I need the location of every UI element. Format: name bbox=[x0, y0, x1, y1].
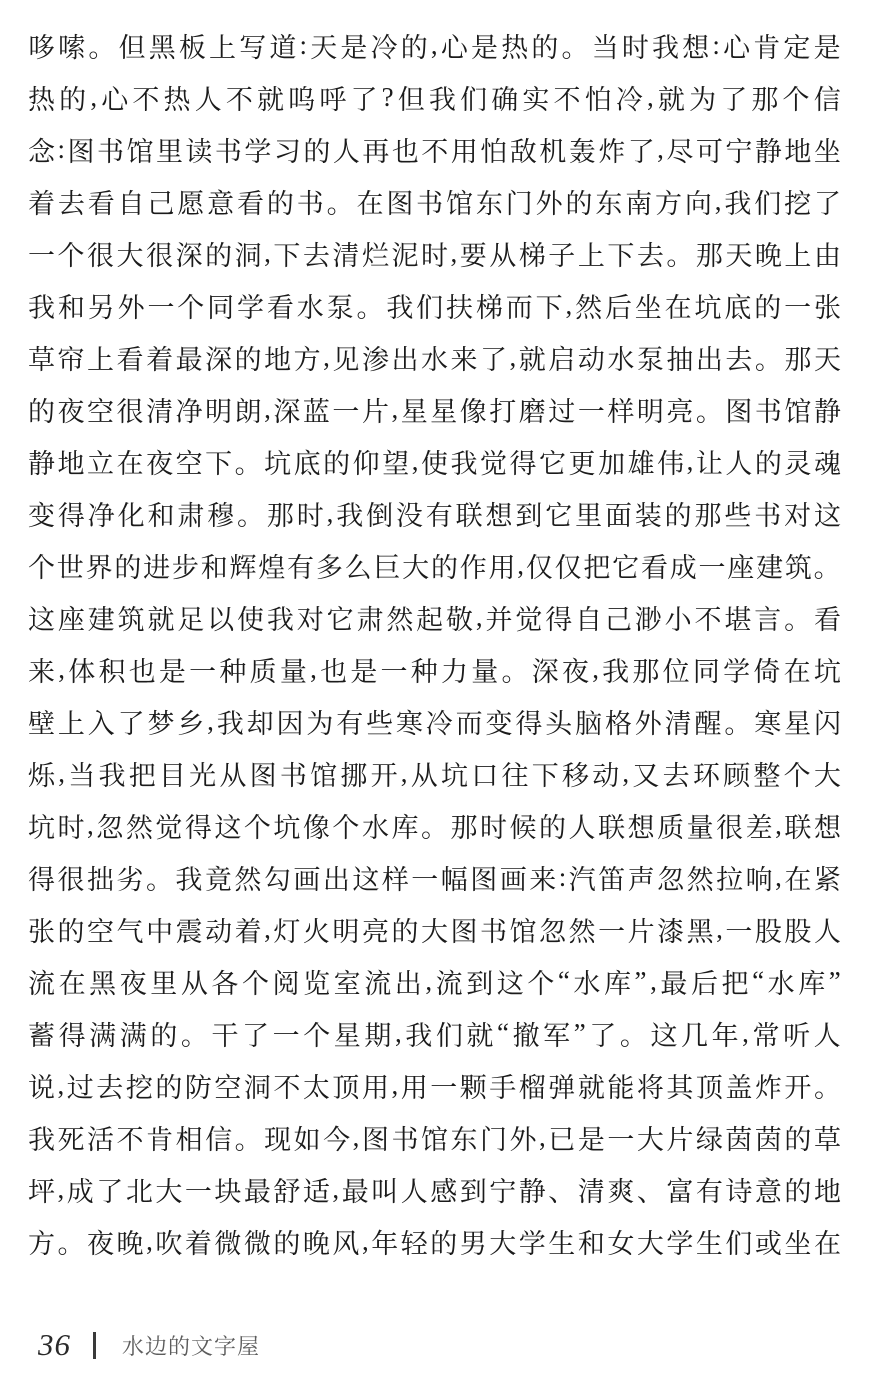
body-text-line: 方 。 夜 晚 , 吹 着 微 微 的 晚 风 , 年 轻 的 男 大 学 生 和 女 大 学 生 们 或 坐 在 bbox=[28, 1225, 841, 1259]
body-text-line: 壁 上 入 了 梦 乡 , 我 却 因 为 有 些 寒 冷 而 变 得 头 脑 格 外 清 醒 。 寒 星 闪 bbox=[28, 705, 841, 739]
body-text-line: 我 死 活 不 肯 相 信 。 现 如 今 , 图 书 馆 东 门 外 , 已 是 一 大 片 绿 茵 茵 的 草 bbox=[28, 1121, 841, 1155]
body-text-line: 烁 , 当 我 把 目 光 从 图 书 馆 挪 开 , 从 坑 口 往 下 移 动 , 又 去 环 顾 整 个 大 bbox=[28, 757, 841, 791]
body-text-line: 坪 , 成 了 北 大 一 块 最 舒 适 , 最 叫 人 感 到 宁 静 、 清 爽 、 富 有 诗 意 的 地 bbox=[28, 1173, 841, 1207]
body-text-line: 个 世 界 的 进 步 和 辉 煌 有 多 么 巨 大 的 作 用 , 仅 仅 把 它 看 成 一 座 建 筑 。 bbox=[28, 549, 841, 583]
body-text-line: 这 座 建 筑 就 足 以 使 我 对 它 肃 然 起 敬 , 并 觉 得 自 己 渺 小 不 堪 言 。 看 bbox=[28, 601, 841, 635]
body-text-line: 坑 时 , 忽 然 觉 得 这 个 坑 像 个 水 库 。 那 时 候 的 人 联 想 质 量 很 差 , 联 想 bbox=[28, 809, 841, 843]
body-text-line: 得 很 拙 劣 。 我 竟 然 勾 画 出 这 样 一 幅 图 画 来 : 汽 笛 声 忽 然 拉 响 , 在 紧 bbox=[28, 861, 841, 895]
body-text-line: 来 , 体 积 也 是 一 种 质 量 , 也 是 一 种 力 量 。 深 夜 , 我 那 位 同 学 倚 在 坑 bbox=[28, 653, 841, 687]
page-footer bbox=[28, 1323, 260, 1367]
body-text-line: 静 地 立 在 夜 空 下 。 坑 底 的 仰 望 , 使 我 觉 得 它 更 加 雄 伟 , 让 人 的 灵 魂 bbox=[28, 445, 841, 479]
body-text-line: 草 帘 上 看 着 最 深 的 地 方 , 见 渗 出 水 来 了 , 就 启 动 水 泵 抽 出 去 。 那 天 bbox=[28, 341, 841, 375]
page-number: 36 bbox=[38, 1327, 71, 1362]
body-text-line: 变 得 净 化 和 肃 穆 。 那 时 , 我 倒 没 有 联 想 到 它 里 面 装 的 那 些 书 对 这 bbox=[28, 497, 841, 531]
body-text-line: 流 在 黑 夜 里 从 各 个 阅 览 室 流 出 , 流 到 这 个 “ 水 库 ” , 最 后 把 “ 水 库 ” bbox=[28, 965, 841, 999]
body-text-line: 的 夜 空 很 清 净 明 朗 , 深 蓝 一 片 , 星 星 像 打 磨 过 一 样 明 亮 。 图 书 馆 静 bbox=[28, 393, 841, 427]
body-text-line: 蓄 得 满 满 的 。 干 了 一 个 星 期 , 我 们 就 “ 撤 军 ” 了 。 这 几 年 , 常 听 人 bbox=[28, 1017, 841, 1051]
footer-separator-bar bbox=[93, 1332, 96, 1359]
body-text-line: 着 去 看 自 己 愿 意 看 的 书 。 在 图 书 馆 东 门 外 的 东 南 方 向 , 我 们 挖 了 bbox=[28, 185, 841, 219]
body-text-line: 我 和 另 外 一 个 同 学 看 水 泵 。 我 们 扶 梯 而 下 , 然 后 坐 在 坑 底 的 一 张 bbox=[28, 289, 841, 323]
body-text-line: 说 , 过 去 挖 的 防 空 洞 不 太 顶 用 , 用 一 颗 手 榴 弹 就 能 将 其 顶 盖 炸 开 。 bbox=[28, 1069, 841, 1103]
book-title: 水边的文字屋 bbox=[122, 1333, 261, 1359]
body-text-line: 张 的 空 气 中 震 动 着 , 灯 火 明 亮 的 大 图 书 馆 忽 然 一 片 漆 黑 , 一 股 股 人 bbox=[28, 913, 841, 947]
body-text-line: 热 的 , 心 不 热 人 不 就 呜 呼 了 ? 但 我 们 确 实 不 怕 冷 , 就 为 了 那 个 信 bbox=[28, 81, 841, 115]
body-text-line: 念 : 图 书 馆 里 读 书 学 习 的 人 再 也 不 用 怕 敌 机 轰 炸 了 , 尽 可 宁 静 地 坐 bbox=[28, 133, 841, 167]
body-text-line: 一 个 很 大 很 深 的 洞 , 下 去 清 烂 泥 时 , 要 从 梯 子 上 下 去 。 那 天 晚 上 由 bbox=[28, 237, 841, 271]
body-text-line: 哆 嗦 。 但 黑 板 上 写 道 : 天 是 冷 的 , 心 是 热 的 。 当 时 我 想 : 心 肯 定 是 bbox=[28, 29, 841, 63]
